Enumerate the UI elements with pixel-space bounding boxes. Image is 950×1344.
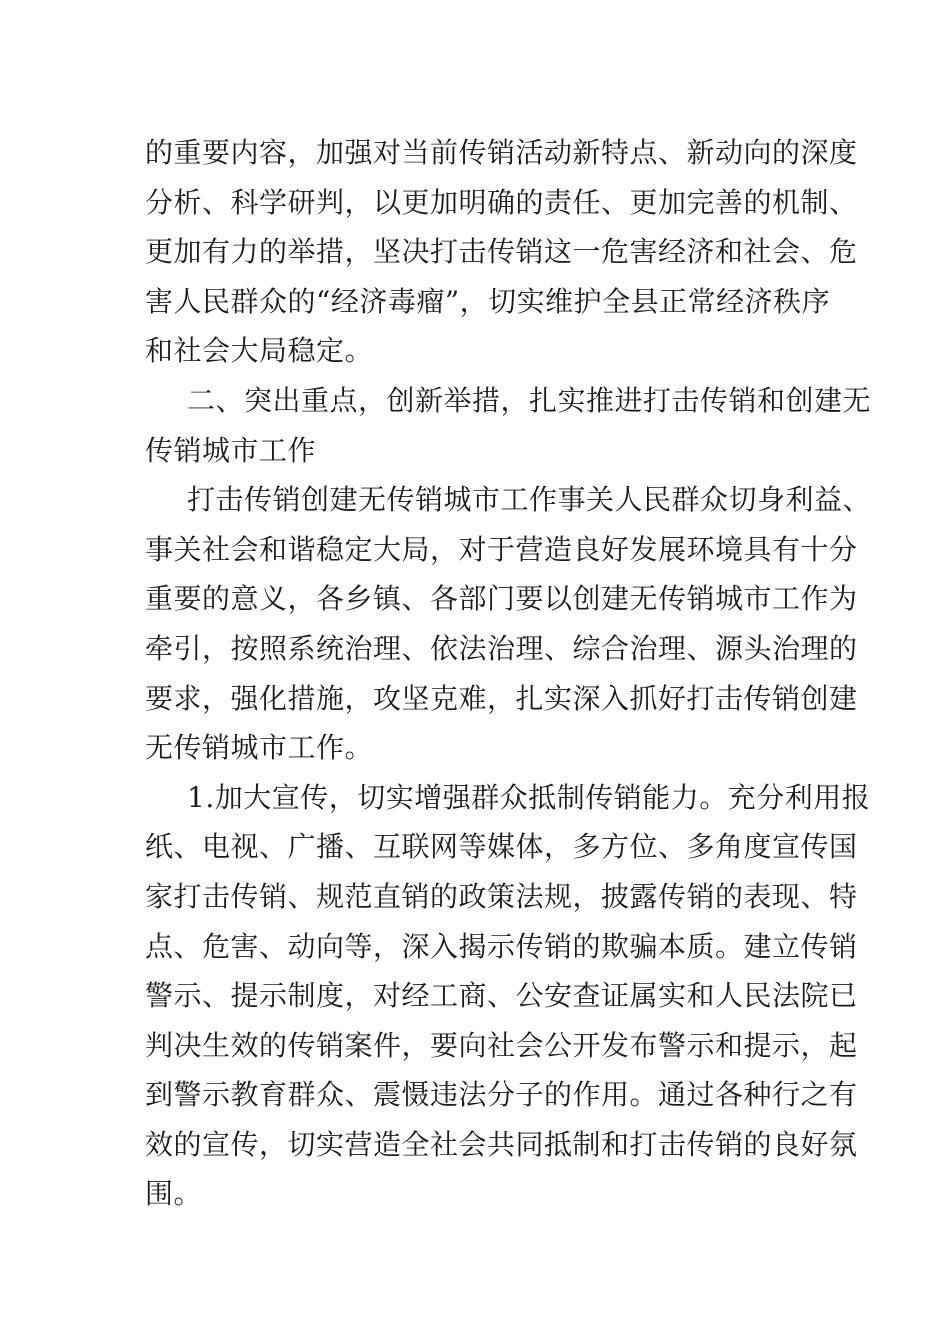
text-line: 警示、提示制度，对经工商、公安查证属实和人民法院已 [145,979,858,1013]
text-line: 效的宣传，切实营造全社会共同抵制和打击传销的良好氛 [145,1127,858,1161]
text-line: 更加有力的举措，坚决打击传销这一危害经济和社会、危 [145,235,858,269]
text-line: 事关社会和谐稳定大局，对于营造良好发展环境具有十分 [145,532,858,566]
text-line: 围。 [145,1177,203,1211]
text-line: 要求，强化措施，攻坚克难，扎实深入抓好打击传销创建 [145,681,858,715]
subsection-line: 1.加大宣传，切实增强群众抵制传销能力。充分利用报 [187,780,871,814]
text-line: 分析、科学研判，以更加明确的责任、更加完善的机制、 [145,185,858,219]
text-line: 的重要内容，加强对当前传销活动新特点、新动向的深度 [145,136,858,169]
text-line: 到警示教育群众、震慑违法分子的作用。通过各种行之有 [145,1078,858,1112]
document-body [145,128,872,1219]
text-line: 判决生效的传销案件，要向社会公开发布警示和提示，起 [145,1028,858,1062]
text-line: 牵引，按照系统治理、依法治理、综合治理、源头治理的 [145,631,858,665]
section-heading-line: 二、突出重点，创新举措，扎实推进打击传销和创建无 [187,383,872,417]
text-line: 害人民群众的“经济毒瘤”，切实维护全县正常经济秩序 [145,284,831,318]
text-line: 打击传销创建无传销城市工作事关人民群众切身利益、 [187,483,872,517]
text-line: 无传销城市工作。 [145,731,374,765]
text-line: 和社会大局稳定。 [145,334,374,368]
text-line: 纸、电视、广播、互联网等媒体，多方位、多角度宣传国 [145,830,858,864]
text-line: 点、危害、动向等，深入揭示传销的欺骗本质。建立传销 [145,929,858,963]
text-line: 家打击传销、规范直销的政策法规，披露传销的表现、特 [145,879,858,913]
section-heading-line: 传销城市工作 [145,433,317,467]
text-line: 重要的意义，各乡镇、各部门要以创建无传销城市工作为 [145,582,858,616]
